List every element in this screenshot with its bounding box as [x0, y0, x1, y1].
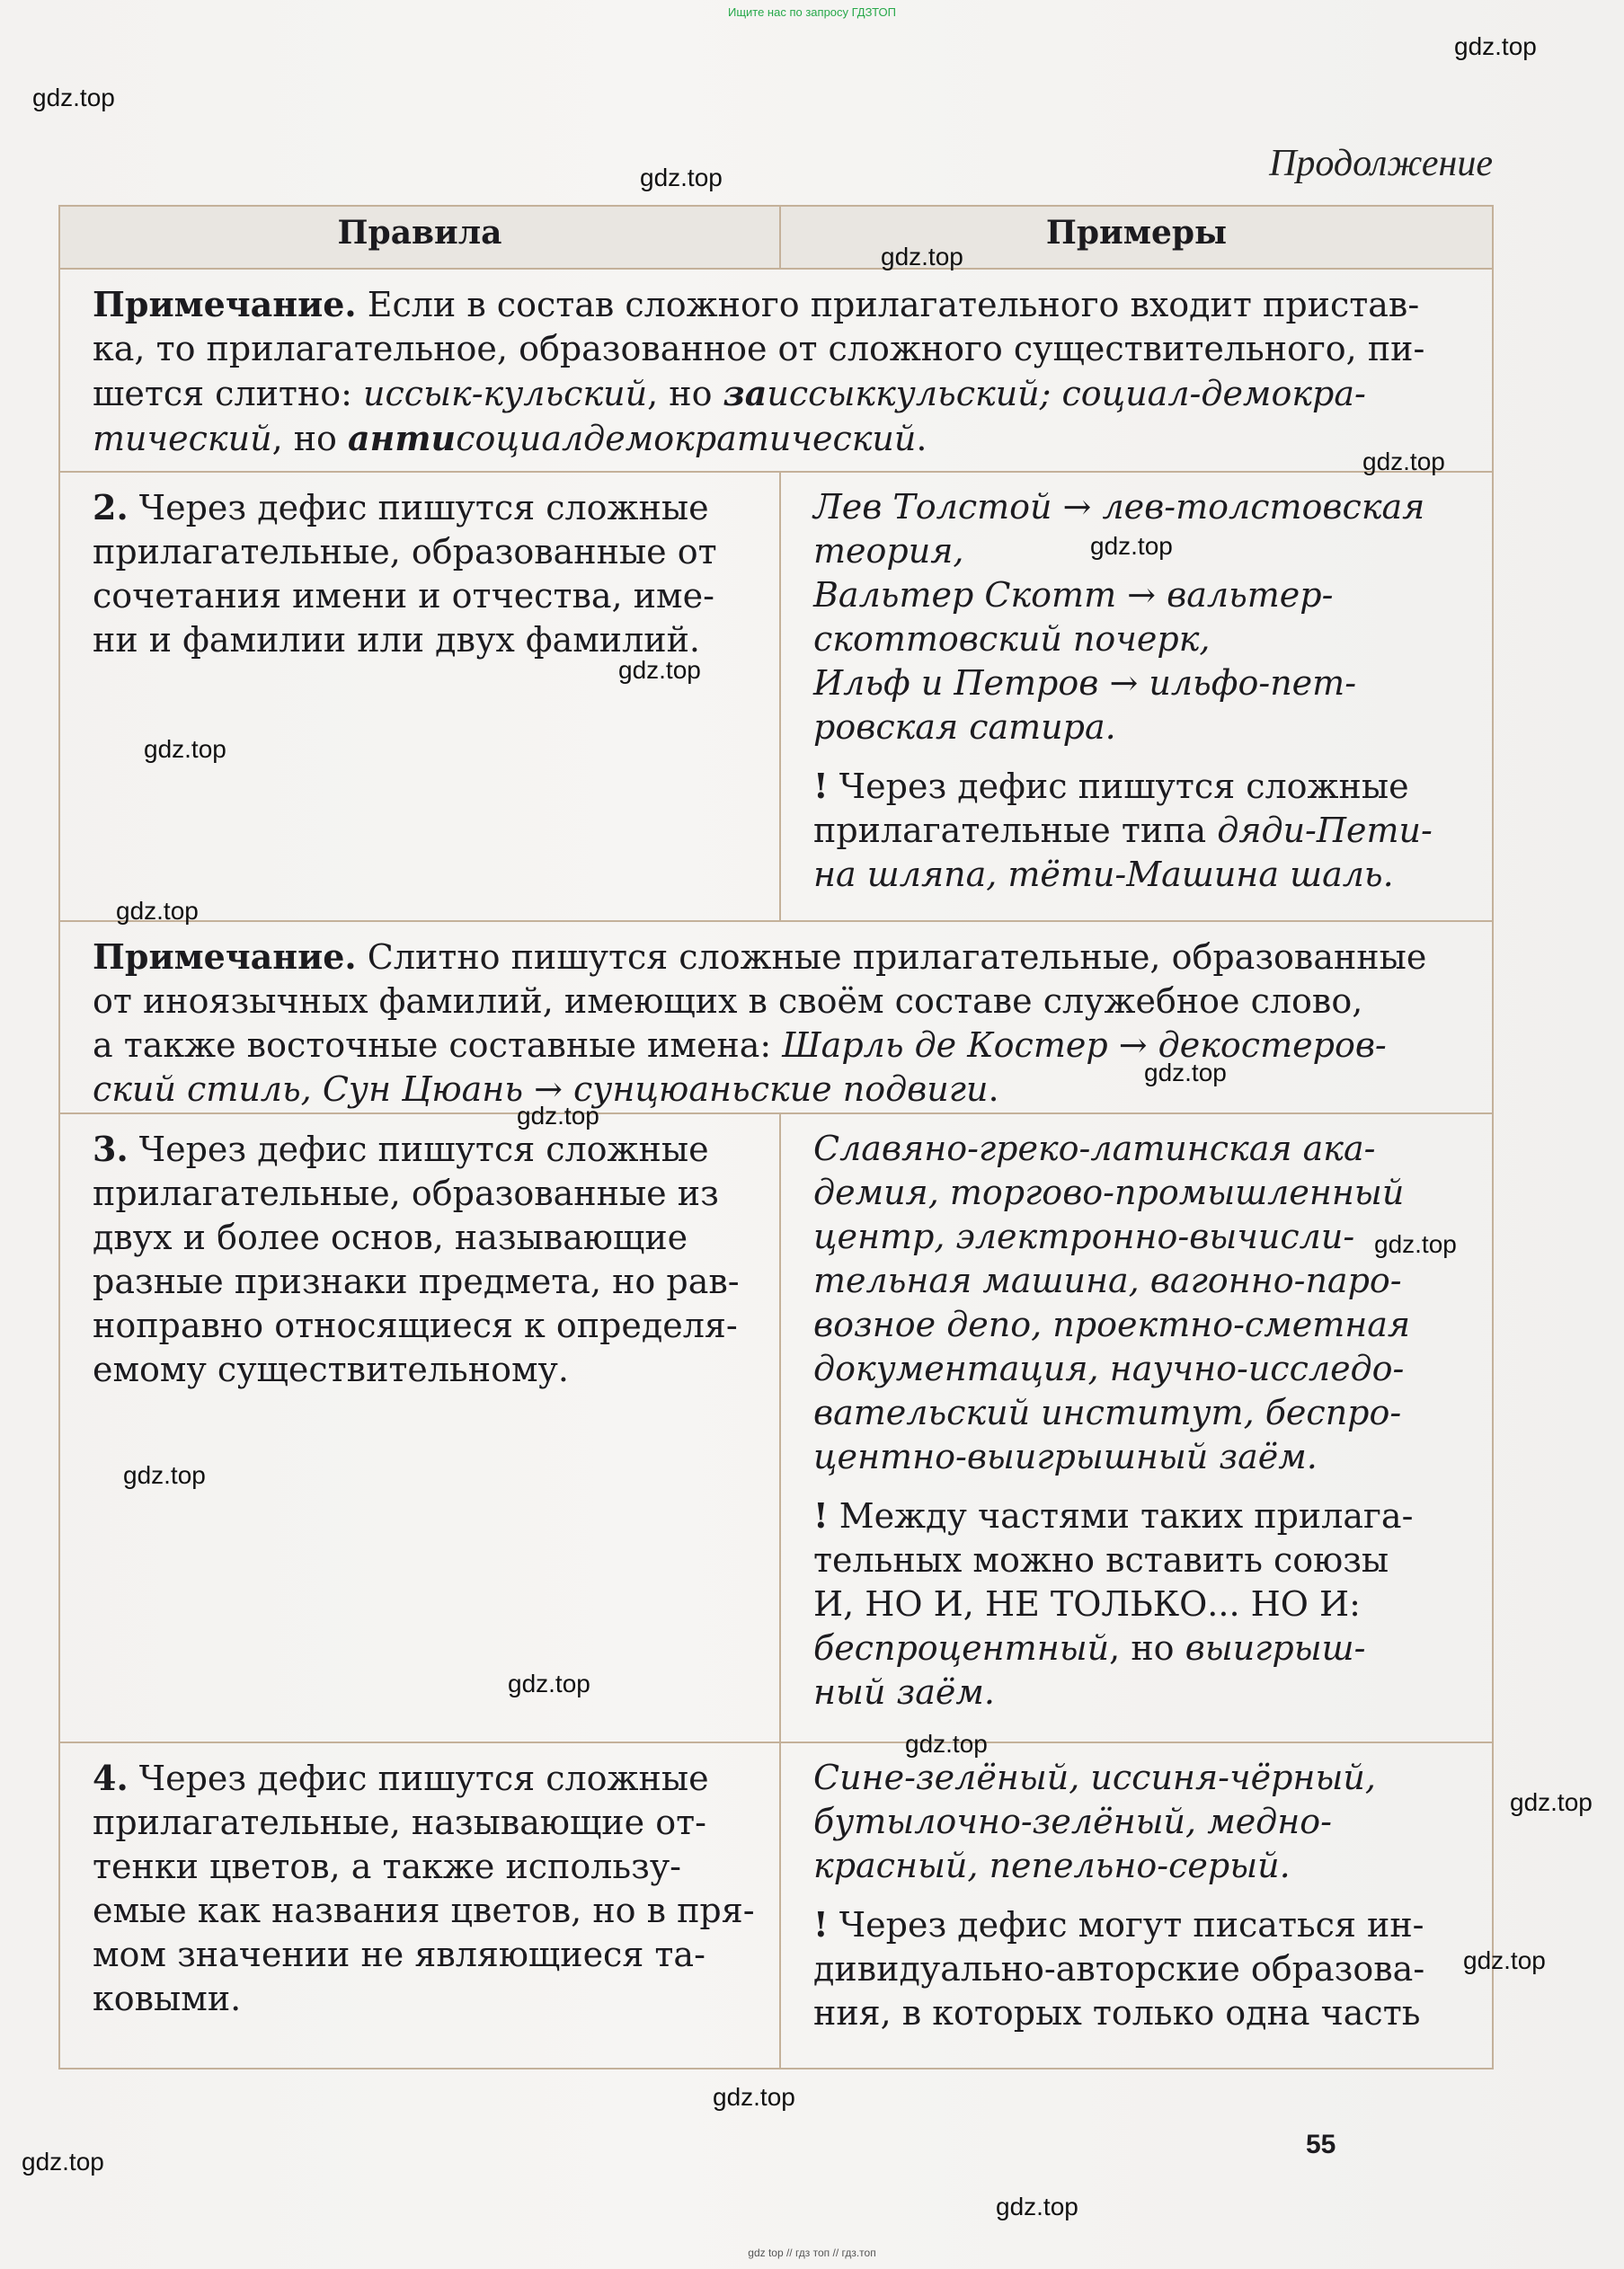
top-banner[interactable]: Ищите нас по запросу ГДЗТОП: [727, 5, 896, 19]
table-header-row: [60, 207, 1492, 270]
rule-row-3: [60, 1114, 1492, 1743]
watermark: gdz.top: [1463, 1946, 1546, 1974]
rule-3-examples: [781, 1114, 1492, 1742]
bottom-banner[interactable]: gdz top // гдз топ // гдз.топ: [748, 2247, 876, 2259]
rule-3-example-list: Славяно-греко-латинская ака- демия, торгово-промышленный центр, электронно-вычисли- тельная машина, вагонно-паро- возное депо, проектно-сметная документация, научно-исследо- вательский институт, беспро- центно-выигрышный заём.: [813, 1129, 1411, 1476]
watermark: gdz.top: [508, 1670, 590, 1697]
header-rules: Правила: [60, 207, 781, 268]
watermark: gdz.top: [640, 164, 723, 191]
warning-icon: !: [813, 1904, 829, 1945]
rule-4-examples: [781, 1743, 1492, 2068]
watermark: gdz.top: [618, 656, 701, 684]
watermark: gdz.top: [1362, 448, 1445, 475]
note-1: Примечание. Если в состав сложного прилагательного входит пристав- ка, то прилагательное, образованное от сложного существительного, пи- шется слитно: иссык-кульский, но заиссыккульский; социал-демокра- тический, но антисоциалдемократический.: [93, 284, 1425, 458]
continuation-label: Продолжение: [1269, 143, 1493, 184]
note-row-2: [60, 922, 1492, 1114]
rule-3-text: 3. Через дефис пишутся сложные прилагательные, образованные из двух и более основ, называющие разные признаки предмета, но рав- ноправно относящиеся к определя- емому существительному.: [60, 1114, 781, 1742]
watermark: gdz.top: [517, 1102, 599, 1130]
watermark: gdz.top: [1090, 532, 1173, 560]
rule-row-4: [60, 1743, 1492, 2068]
rule-2-warning: ! Через дефис пишутся сложные прилагательные типа дяди-Пети- на шляпа, тёти-Машина шаль.: [813, 766, 1433, 894]
watermark: gdz.top: [144, 735, 226, 763]
rule-4-example-list: Сине-зелёный, иссиня-чёрный, бутылочно-зелёный, медно- красный, пепельно-серый.: [813, 1758, 1376, 1885]
watermark: gdz.top: [32, 84, 115, 111]
rule-2-text: 2. Через дефис пишутся сложные прилагательные, образованные от сочетания имени и отчества, име- ни и фамилии или двух фамилий.: [60, 473, 781, 920]
rule-2-example-list: Лев Толстой → лев-толстовская теория, Вальтер Скотт → вальтер- скоттовский почерк, Ильф и Петров → ильфо-пет- ровская сатира.: [813, 487, 1425, 747]
watermark: gdz.top: [713, 2083, 795, 2111]
watermark: gdz.top: [1144, 1059, 1227, 1086]
watermark: gdz.top: [116, 897, 199, 925]
rule-row-2: [60, 473, 1492, 922]
page-number: 55: [1306, 2130, 1336, 2159]
watermark: gdz.top: [905, 1730, 988, 1758]
watermark: gdz.top: [996, 2193, 1078, 2220]
note-2: Примечание. Слитно пишутся сложные прилагательные, образованные от иноязычных фамилий, имеющих в своём составе служебное слово, а также восточные составные имена: Шарль де Костер → декостеров- ский стиль, Сун Цюань → сунцюаньские подвиги.: [93, 936, 1427, 1109]
watermark: gdz.top: [123, 1461, 206, 1489]
header-examples: Примеры: [781, 207, 1492, 268]
rule-4-text: 4. Через дефис пишутся сложные прилагательные, называющие от- тенки цветов, а также использу- емые как названия цветов, но в пря- мом значении не являющиеся та- ковыми.: [60, 1743, 781, 2068]
watermark: gdz.top: [881, 243, 963, 270]
watermark: gdz.top: [22, 2148, 104, 2176]
warning-icon: !: [813, 766, 829, 806]
note-row-1: [60, 270, 1492, 473]
rules-table: [58, 205, 1494, 2070]
watermark: gdz.top: [1374, 1230, 1457, 1258]
watermark: gdz.top: [1510, 1788, 1593, 1816]
rule-4-warning: ! Через дефис могут писаться ин- дивидуально-авторские образова- ния, в которых только одна часть: [813, 1904, 1425, 2033]
watermark: gdz.top: [1454, 32, 1537, 60]
warning-icon: !: [813, 1495, 829, 1536]
rule-3-warning: ! Между частями таких прилага- тельных можно вставить союзы И, НО И, НЕ ТОЛЬКО... НО И: беспроцентный, но выигрыш- ный заём.: [813, 1495, 1414, 1712]
